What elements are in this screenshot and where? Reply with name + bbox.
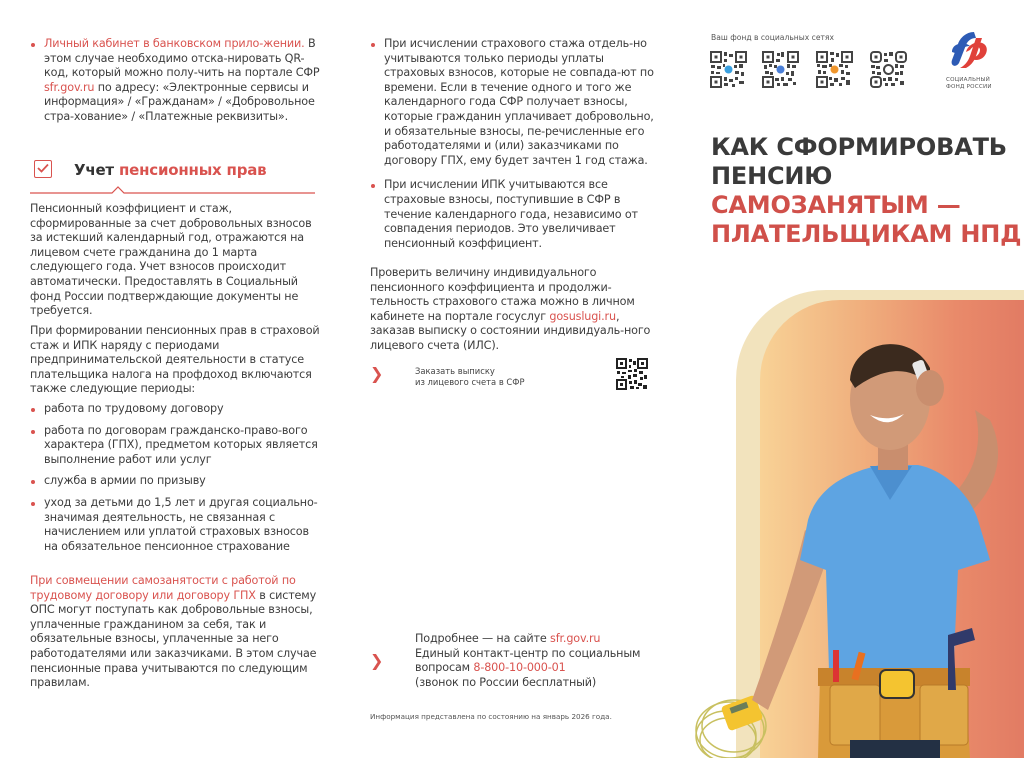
list-item: При исчислении страхового стажа отдель-но учитываются только периоды уплаты страховых взносов, которые не совпада-ют по времени. Если в течение одного и того же календарного года СФР получает взносы, которые гражданин уплачивает добровольно, и обязательные взносы, пе-речисленные его работодателями и (или) заказчиками по договору ГПХ, ему будет зачтен 1 год стажа. <box>370 37 660 168</box>
bank-app-bullet <box>30 37 320 125</box>
contact-line-2: Единый контакт-центр по социальным <box>415 646 641 660</box>
check-ipk-paragraph <box>370 266 660 354</box>
vk-qr-icon[interactable] <box>762 51 799 88</box>
section-divider <box>30 186 315 194</box>
list-item: работа по трудовому договору <box>30 402 320 417</box>
section-title <box>74 161 266 179</box>
qr-code-icon[interactable] <box>616 358 648 390</box>
contact-line-4: (звонок по России бесплатный) <box>415 675 597 689</box>
title-line-3: САМОЗАНЯТЫМ — <box>711 191 961 219</box>
section-header-pension-rights <box>30 158 315 192</box>
title-line-4: ПЛАТЕЛЬЩИКАМ НПД <box>711 220 1022 248</box>
column-middle <box>370 0 660 758</box>
periods-list <box>30 402 320 561</box>
worker-illustration <box>690 290 1024 758</box>
pension-accounting-paragraph: Пенсионный коэффициент и стаж, сформированные за счет добровольных взносов за истекший календарный год, отражаются на лицевом счете гражданина до 1 марта следующего года. Учет взносов происходит автоматически. Предоставлять в Социальный фонд России подтверждающие документы не требуется. <box>30 202 312 318</box>
contact-site-label: Подробнее — на сайте <box>415 632 551 645</box>
order-line-1: Заказать выписку <box>415 366 495 376</box>
checkbox-icon <box>34 160 52 178</box>
order-statement-link[interactable] <box>370 358 660 392</box>
title-line-1: КАК СФОРМИРОВАТЬ <box>711 133 1007 161</box>
combined-employment-paragraph <box>30 574 320 691</box>
footnote: Информация представлена по состоянию на январь 2026 года. <box>370 712 612 721</box>
contact-line-1 <box>415 632 665 647</box>
column-left <box>30 0 320 758</box>
chevron-right-icon: ❯ <box>370 651 384 670</box>
contact-line-3 <box>415 661 665 676</box>
check-text-end: , заказав выписку о состоянии индивидуаль-ного лицевого счета (ИЛС). <box>370 309 651 352</box>
sfr-logo-icon <box>946 30 990 70</box>
list-item: При исчислении ИПК учитываются все страховые взносы, поступившие в СФР в течение календарного года, независимо от совпадения периодов. Это увеличивает пенсионный коэффициент. <box>370 178 660 251</box>
chevron-right-icon: ❯ <box>370 364 384 383</box>
social-label: Ваш фонд в социальных сетях <box>711 33 834 42</box>
section-title-accent: пенсионных прав <box>118 161 267 179</box>
bank-app-path-text: по адресу: «Электронные сервисы и информация» / «Гражданам» / «Добровольное стра-хование» / «Платежные реквизиты». <box>44 80 315 123</box>
max-qr-icon[interactable] <box>870 51 907 88</box>
order-line-2: из лицевого счета в СФР <box>415 377 525 387</box>
logo-line-2: ФОНД РОССИИ <box>946 84 992 90</box>
contact-block <box>370 632 660 692</box>
telegram-qr-icon[interactable] <box>710 51 747 88</box>
order-statement-text <box>415 366 525 388</box>
hotline-phone[interactable]: 8-800-10-000-01 <box>473 661 566 675</box>
rules-list <box>370 37 660 261</box>
contact-questions-label: вопросам <box>415 661 474 675</box>
sfr-logo <box>940 30 1020 96</box>
sfr-site-link[interactable]: sfr.gov.ru <box>550 632 601 645</box>
title-line-2: ПЕНСИЮ <box>711 162 833 190</box>
sfr-link[interactable]: sfr.gov.ru <box>44 80 95 94</box>
section-title-plain: Учет <box>74 161 119 179</box>
bank-app-text: В этом случае необходимо отска-нировать QR-код, который можно полу-чить на портале СФР <box>44 37 320 80</box>
list-item: уход за детьми до 1,5 лет и другая социально-значимая деятельность, не связанная с начислением или уплатой страховых взносов на обязательное пенсионное страхование <box>30 496 320 554</box>
contact-text <box>415 632 665 690</box>
gosuslugi-link[interactable]: gosuslugi.ru <box>549 309 616 323</box>
combined-employment-text: в систему ОПС могут поступать как добровольные взносы, уплаченные гражданином за себя, так и обязательные взносы, уплаченные за него работодателями или заказчиками. В этом случае пенсионные права учитываются по следующим правилам. <box>30 588 317 690</box>
list-item: работа по договорам гражданско-право-вого характера (ГПХ), предметом которых является выполнение работ или услуг <box>30 424 320 468</box>
check-text: Проверить величину индивидуального пенсионного коэффициента и продолжи-тельность страхового стажа можно в личном кабинете на портале госуслуг <box>370 266 635 323</box>
cover-photo <box>690 290 1024 758</box>
bank-app-highlight: Личный кабинет в банковском прило-жении. <box>44 37 305 50</box>
list-item: служба в армии по призыву <box>30 474 320 489</box>
brochure-title <box>711 133 1021 249</box>
ok-qr-icon[interactable] <box>816 51 853 88</box>
combined-employment-highlight: При совмещении самозанятости с работой по трудовому договору или договору ГПХ <box>30 574 296 602</box>
logo-text <box>946 77 992 91</box>
periods-intro-paragraph: При формировании пенсионных прав в страховой стаж и ИПК наряду с периодами предпринимательской деятельности в статусе плательщика налога на профдоход включаются также следующие периоды: <box>30 324 320 396</box>
cover-panel <box>690 0 1024 758</box>
logo-line-1: СОЦИАЛЬНЫЙ <box>946 77 991 83</box>
